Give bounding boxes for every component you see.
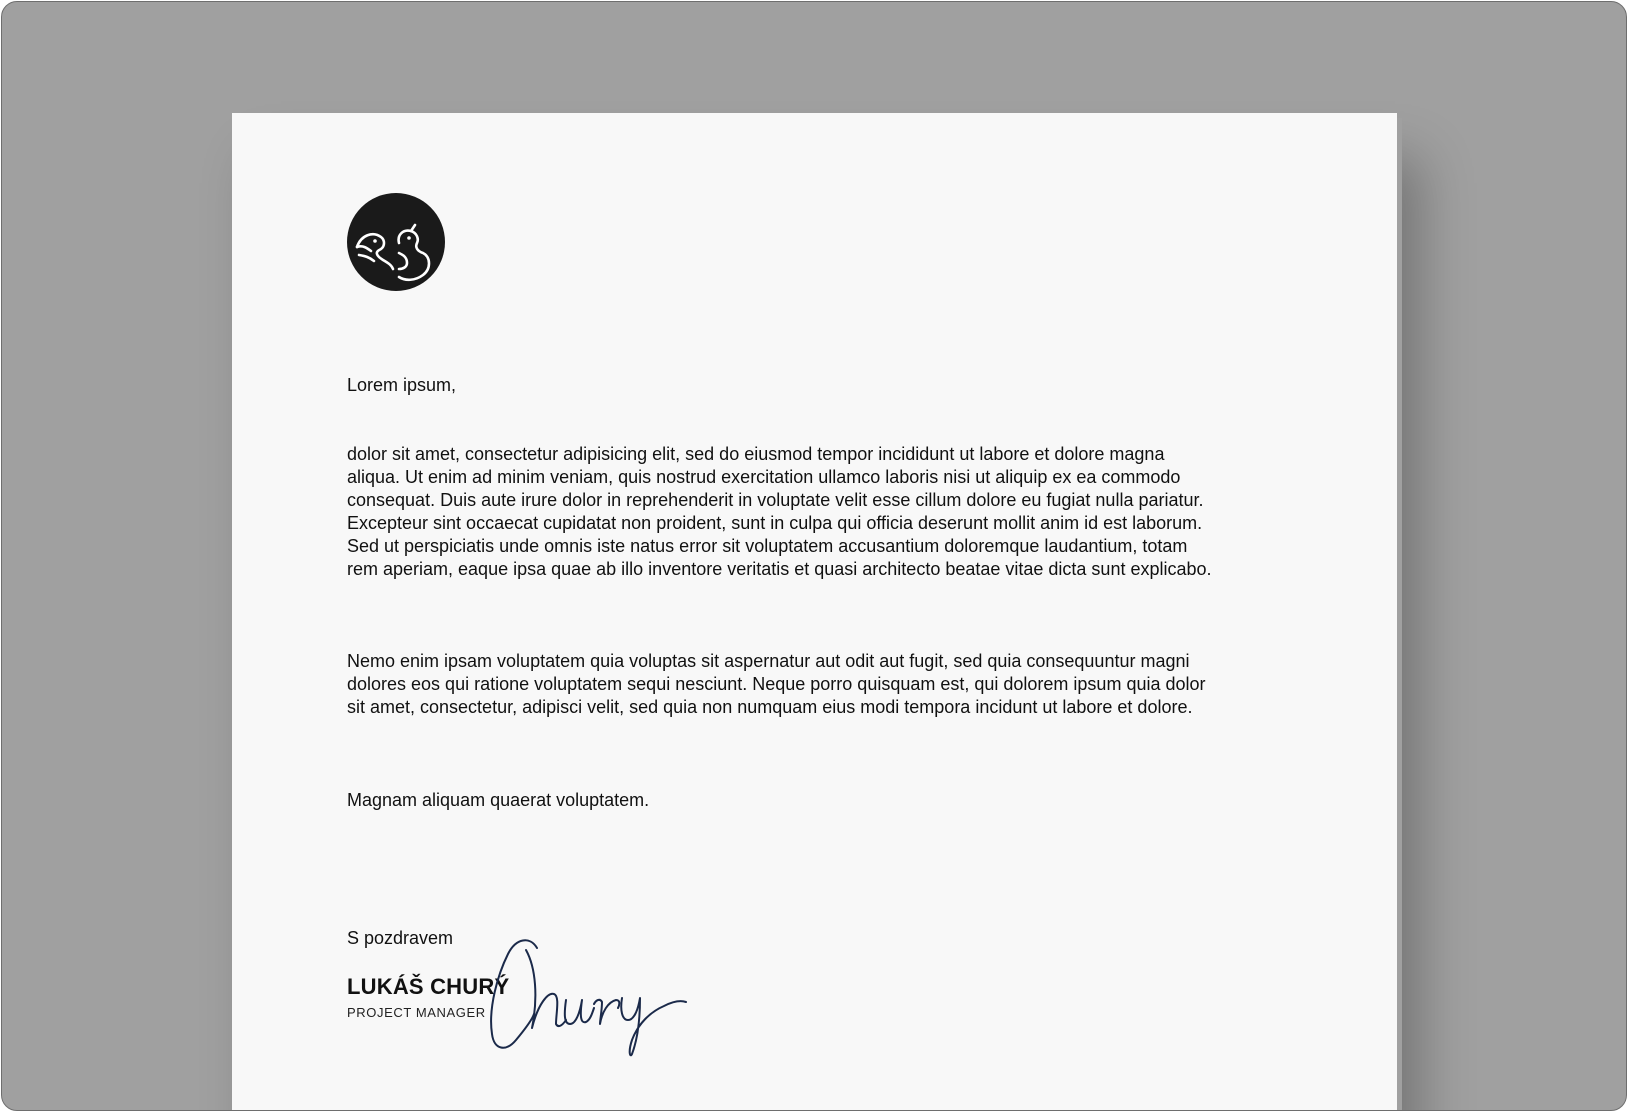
handwritten-signature <box>482 928 692 1058</box>
letter-paragraph-3: Magnam aliquam quaerat voluptatem. <box>347 790 650 810</box>
two-birds-logo-icon <box>347 193 445 291</box>
signer-name: LUKÁŠ CHURÝ <box>347 974 510 999</box>
letter-paragraph-2: Nemo enim ipsam voluptatem quia voluptas sit aspernatur aut odit aut fugit, sed quia consequuntur magni dolores eos qui ratione voluptatem sequi nesciunt. Neque porro quisquam est, qui dolorem ipsum quia dolor sit amet, consectetur, adipisci velit, sed quia non numquam eius modi tempora incidunt ut labore et dolore. <box>347 651 1206 717</box>
letter-closing: S pozdravem <box>347 928 454 948</box>
letter-greeting: Lorem ipsum, <box>347 375 457 395</box>
document-viewer-frame <box>1 1 1627 1111</box>
letter-page <box>232 113 1397 1111</box>
letter-paragraph-1: dolor sit amet, consectetur adipisicing elit, sed do eiusmod tempor incididunt ut labore et dolore magna aliqua. Ut enim ad minim veniam, quis nostrud exercitation ullamco laboris nisi ut aliquip ex ea commodo consequat. Duis aute irure dolor in reprehenderit in voluptate velit esse cillum dolore eu fugiat nulla pariatur. Excepteur sint occaecat cupidatat non proident, sunt in culpa qui officia deserunt mollit anim id est laborum. Sed ut perspiciatis unde omnis iste natus error sit voluptatem accusantium doloremque laudantium, totam rem aperiam, eaque ipsa quae ab illo inventore veritatis et quasi architecto beatae vitae dicta sunt explicabo. <box>347 444 1212 579</box>
signer-title: PROJECT MANAGER <box>347 1005 486 1020</box>
